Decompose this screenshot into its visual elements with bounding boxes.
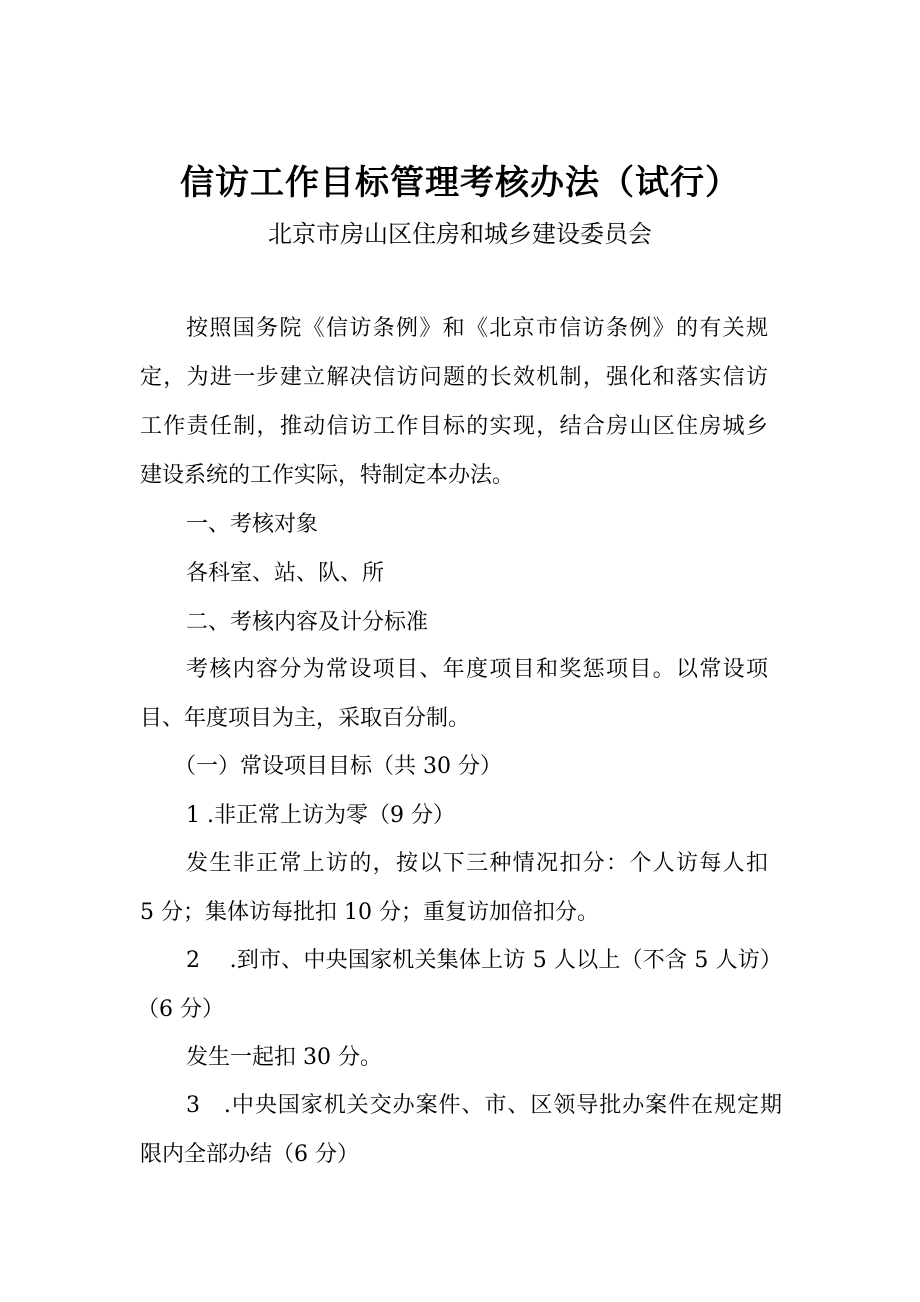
item-heading: 1 .非正常上访为零（9 分） xyxy=(186,803,455,828)
paragraph-line: 建设系统的工作实际，特制定本办法。 xyxy=(140,463,515,488)
paragraph-line: 发生一起扣 30 分。 xyxy=(186,1045,382,1070)
subsection-heading: （一）常设项目目标（共 30 分） xyxy=(174,754,502,779)
paragraph-line: 按照国务院《信访条例》和《北京市信访条例》的有关规 xyxy=(186,316,768,341)
document-subtitle: 北京市房山区住房和城乡建设委员会 xyxy=(268,220,652,248)
paragraph-line: （6 分） xyxy=(137,997,224,1022)
paragraph-line: 定，为进一步建立解决信访问题的长效机制，强化和落实信访 xyxy=(140,365,768,390)
paragraph-line: 发生非正常上访的，按以下三种情况扣分：个人访每人扣 xyxy=(186,851,768,876)
paragraph-line: 目、年度项目为主，采取百分制。 xyxy=(140,706,471,731)
item-heading: 2 .到市、中央国家机关集体上访 5 人以上（不含 5 人访） xyxy=(186,948,782,973)
paragraph-line: 各科室、站、队、所 xyxy=(186,561,385,586)
item-heading: 3 .中央国家机关交办案件、市、区领导批办案件在规定期 xyxy=(186,1093,782,1118)
paragraph-line: 考核内容分为常设项目、年度项目和奖惩项目。以常设项 xyxy=(186,657,768,682)
document-title: 信访工作目标管理考核办法（试行） xyxy=(180,163,740,203)
paragraph-line: 5 分；集体访每批扣 10 分；重复访加倍扣分。 xyxy=(140,900,599,925)
paragraph-line: 工作责任制，推动信访工作目标的实现，结合房山区住房城乡 xyxy=(140,414,768,439)
section-heading: 二、考核内容及计分标准 xyxy=(186,610,429,635)
paragraph-line: 限内全部办结（6 分） xyxy=(140,1142,359,1167)
section-heading: 一、考核对象 xyxy=(186,512,319,537)
